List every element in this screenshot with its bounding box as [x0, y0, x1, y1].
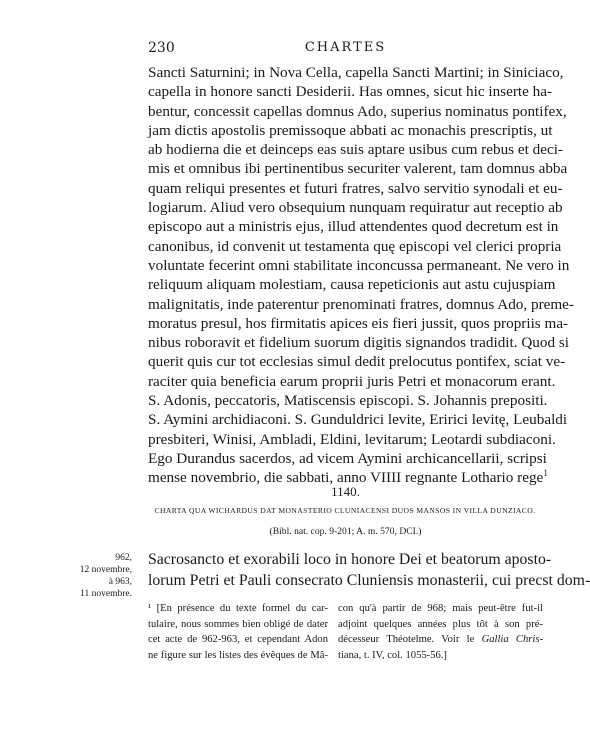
opening-line: lorum Petri et Pauli consecrato Cluniensis monasterii, cui precst dom- [148, 572, 590, 589]
page-number: 230 [148, 40, 175, 56]
body-line: S. Aymini archidiaconi. S. Gunduldrici levite, Eririci levitę, Leubaldi [148, 411, 568, 429]
opening-line: Sacrosancto et exorabili loco in honore Dei et beatorum aposto- [148, 551, 552, 568]
footnote-line: adjoint quelques années plus tôt à son pré- [338, 618, 543, 630]
body-line: jam dictis apostolis premissoque abbati ac monachis prescriptis, ut [148, 121, 553, 139]
footnote-text: décesseur Théotelme. Voir le [338, 634, 482, 645]
footnote-line: ne figure sur les listes des évêques de Mâ- [148, 649, 328, 661]
footnote-line: cet acte de 962-963, et cependant Adon [148, 634, 328, 645]
body-line: S. Adonis, peccatoris, Matiscensis episcopi. S. Johannis prepositi. [148, 392, 548, 410]
body-line: raciter quia beneficia earum proprii juris Petri et monacorum erant. [148, 372, 556, 390]
body-line: episcopo aut a ministris ejus, illud attendentes quod decretum est in [148, 218, 559, 236]
body-line: malignitatis, inde paterentur prenominati fratres, domnus Ado, preme- [148, 295, 574, 313]
body-line: moratus presul, hos firmitatis apices eis fieri jussit, quos propriis ma- [148, 314, 569, 332]
running-title: CHARTES [304, 40, 387, 55]
body-line: bentur, concessit capellas domnus Ado, superius nominatus pontifex, [148, 102, 567, 120]
margin-date-line: 12 novembre, [79, 565, 132, 575]
charter-number: 1140. [331, 484, 360, 499]
body-line: quam reliqui presentes et futuri fratres, salvo servitio synodali et eu- [148, 179, 563, 197]
footnote-line: ¹ [En présence du texte formel du car- [148, 603, 328, 614]
margin-date-line: 962, [115, 553, 132, 563]
footnote-marker: 1 [543, 468, 548, 479]
margin-date-line: 11 novembre. [80, 589, 132, 599]
charter-opening [148, 549, 590, 591]
page-header [148, 40, 543, 58]
charter-source: (Bibl. nat. cop. 9-201; A. m. 570, DCI.) [269, 526, 422, 537]
body-line: Ego Durandus sacerdos, ad vicem Aymini archicancellarii, scripsi [148, 449, 547, 467]
footnote-line [338, 648, 543, 664]
body-line: nibus roboravit et fidelium suorum digitis signandos tradidit. Quod si [148, 334, 570, 352]
charter-title: CHARTA QUA WICHARDUS DAT MONASTERIO CLUNIACENSI DUOS MANSOS IN VILLA DUNZIACO. [154, 506, 536, 515]
footnote-column-left [148, 601, 328, 663]
footnote-column-right [338, 601, 543, 663]
body-line: mis et omnibus ibi pertinentibus securiter valerent, tam domnus abba [148, 160, 568, 178]
footnote-line: con qu'à partir de 968; mais peut-être fut-il [338, 603, 543, 614]
body-line: presbiteri, Winisi, Ambladi, Eldini, levitarum; Leotardi subdiaconi. [148, 430, 556, 448]
body-line: voluntate fecerint omni stabilitate inconcussa permaneant. Ne vero in [148, 256, 570, 274]
body-line: ab hodierna die et deinceps eas suis aptare usibus cum rebus et deci- [148, 141, 563, 159]
body-line: querit quis cur tot ecclesias simul dedit prelocutus pontifex, sciat ve- [148, 353, 566, 371]
footnote-line: tulaire, nous sommes bien obligé de dater [148, 618, 328, 630]
footnote-line [338, 632, 543, 648]
body-line: logiarum. Aliud vero obsequium nunquam requiratur aut receptio ab [148, 199, 563, 217]
footnote-italic: Gallia Chris- [481, 634, 543, 645]
body-line: reliquum aliquam molestiam, causa repeticionis aut astu cujuspiam [148, 276, 556, 294]
margin-date-line: à 963, [108, 577, 132, 587]
body-line-text: mense novembrio, die sabbati, anno VIIII regnante Lothario rege [148, 469, 544, 487]
body-line: Sancti Saturnini; in Nova Cella, capella Sancti Martini; in Siniciaco, [148, 64, 564, 81]
margin-date [40, 552, 132, 600]
footnote-text: tiana, t. IV, col. 1055-56.] [338, 649, 447, 661]
body-line: canonibus, id convenit ut testamenta quę episcopi vel clerici propria [148, 237, 562, 255]
body-text [148, 63, 574, 488]
body-line: capella in honore sancti Desiderii. Has omnes, sicut hic inserte ha- [148, 83, 553, 101]
